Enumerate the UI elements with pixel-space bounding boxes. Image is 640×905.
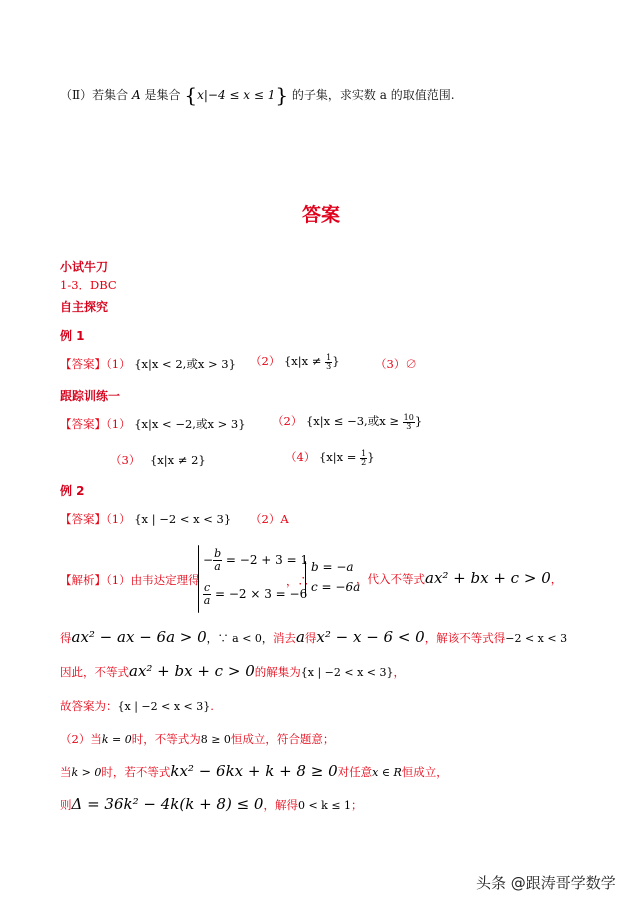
case-kpos-inequality: kx² − 6kx + k + 8 ≥ 0 xyxy=(170,762,338,780)
brace-open: { xyxy=(184,83,198,107)
training-1-answer-3: {x|x ≠ 2} xyxy=(149,453,206,467)
system-brace-2 xyxy=(305,561,306,597)
fraction-denominator: 3 xyxy=(406,421,412,431)
discriminant-inequality: Δ = 36k² − 4k(k + 8) ≤ 0 xyxy=(71,795,264,813)
fraction-b-over-a xyxy=(213,548,222,573)
case-k0-e: 恒成立，符合题意； xyxy=(230,732,335,746)
case-k0-c: 时，不等式为 xyxy=(131,732,201,746)
discriminant-post: ； xyxy=(351,798,363,812)
system-1-line-1 xyxy=(203,548,308,573)
inequality-2: ax² − ax − 6a > 0 xyxy=(71,628,207,646)
system-2-line-1: b = −a xyxy=(311,560,354,574)
solution-range: −2 < x < 3 xyxy=(505,632,568,645)
example-2-answer-1: {x | −2 < x < 3} xyxy=(134,512,232,526)
case-kpos-c: 时，若不等式 xyxy=(101,765,171,779)
answer-label: 【答案】 xyxy=(60,417,106,431)
fraction-numerator: 10 xyxy=(403,412,414,422)
get-text-2: 得 xyxy=(304,631,317,645)
final-answer-line xyxy=(60,698,214,714)
fraction-numerator: 1 xyxy=(326,352,332,362)
final-answer-set: {x | −2 < x < 3} xyxy=(117,700,211,713)
case-kpos-e: 对任意 xyxy=(337,765,373,779)
case-k0-b: k = 0 xyxy=(101,733,132,746)
discriminant-line xyxy=(60,795,363,813)
equation-2-rhs: = −2 × 3 = −6 xyxy=(211,587,308,601)
solve-text: ，解该不等式得 xyxy=(424,631,506,645)
section-title-explore: 自主探究 xyxy=(60,300,109,314)
conclusion-post: ， xyxy=(393,665,405,679)
fraction-c-over-a xyxy=(203,582,211,607)
fraction-denominator: 3 xyxy=(326,361,332,371)
get-text: 得 xyxy=(60,631,72,645)
part-3-label: （3） xyxy=(110,453,141,467)
comma: ， xyxy=(550,572,563,586)
example-1-answer-3: （3）∅ xyxy=(375,357,417,371)
eliminate-text: 消去 xyxy=(272,631,296,645)
part-2-label: （2） xyxy=(250,354,281,368)
analysis-intro-text: （1）由韦达定理得 xyxy=(106,573,200,587)
numerator: c xyxy=(204,581,211,594)
variable-a: a xyxy=(295,628,305,646)
tracking-training-1-title: 跟踪训练一 xyxy=(60,389,121,403)
discriminant-mid: ，解得 xyxy=(263,798,298,812)
answer-title: 答案 xyxy=(302,204,341,226)
derivation-line xyxy=(60,628,567,646)
solution-set: {x | −2 < x < 3} xyxy=(300,666,394,679)
discriminant-solution: 0 < k ≤ 1 xyxy=(297,799,352,812)
example-2-title: 例 2 xyxy=(60,484,85,498)
case-kpos-b: k > 0 xyxy=(71,766,102,779)
set-expression: x|−4 ≤ x ≤ 1 xyxy=(197,88,276,102)
example-1-answer-2-pre: {x|x ≠ xyxy=(283,354,326,368)
conclusion-line xyxy=(60,662,405,680)
example-2-answer-2: （2）A xyxy=(250,512,289,526)
warmup-answer: 1-3．DBC xyxy=(60,278,117,292)
question-suffix: 的子集，求实数 a 的取值范围. xyxy=(291,88,455,102)
inequality-3: x² − x − 6 < 0 xyxy=(316,628,425,646)
fraction-ten-thirds xyxy=(403,414,415,431)
because-text: ，∵ a < 0， xyxy=(206,632,273,645)
watermark: 头条 @跟涛哥学数学 xyxy=(476,874,616,892)
part-4-label: （4） xyxy=(285,450,316,464)
question-prefix: （Ⅱ）若集合 xyxy=(60,88,129,102)
final-answer-pre: 故答案为： xyxy=(60,699,118,713)
training-1-answer-line xyxy=(60,416,246,432)
training-1-answer-1: {x|x < −2,或x > 3} xyxy=(134,417,246,431)
conclusion-mid: 的解集为 xyxy=(254,665,301,679)
training-1-answer-4-post: } xyxy=(367,450,375,464)
answer-label: 【答案】 xyxy=(60,512,106,526)
part-2-case-k0 xyxy=(60,731,334,747)
denominator: a xyxy=(214,560,221,573)
training-1-answer-3-line xyxy=(110,452,206,468)
part-2-label: （2） xyxy=(272,414,303,428)
case-k0-a: （2）当 xyxy=(60,732,102,746)
minus-sign: − xyxy=(203,553,214,567)
conclusion-pre: 因此，不等式 xyxy=(60,665,129,679)
brace-close: } xyxy=(275,83,289,107)
answer-label: 【答案】 xyxy=(60,357,106,371)
case-kpos-a: 当 xyxy=(60,765,72,779)
fraction-numerator: 1 xyxy=(361,448,367,458)
example-1-answer-2-line xyxy=(250,353,340,371)
part-2-case-kpos xyxy=(60,762,448,780)
training-1-answer-4-pre: {x|x = xyxy=(318,450,361,464)
part-1-label: （1） xyxy=(106,417,131,431)
example-2-answer-line xyxy=(60,511,231,527)
example-1-answer-line xyxy=(60,356,236,372)
training-1-answer-2-line xyxy=(272,413,422,431)
therefore-text: ，∴ xyxy=(286,574,309,588)
final-answer-post: . xyxy=(210,699,214,713)
training-1-answer-4-line xyxy=(285,449,375,467)
analysis-label: 【解析】 xyxy=(60,573,106,587)
training-1-answer-2-post: } xyxy=(414,414,423,428)
section-title-warmup: 小试牛刀 xyxy=(60,260,109,274)
case-kpos-g: 恒成立， xyxy=(401,765,448,779)
case-kpos-f: x ∈ R xyxy=(372,766,402,779)
substitute-line xyxy=(356,569,562,587)
inequality-4: ax² + bx + c > 0 xyxy=(129,662,255,680)
substitute-text: ，代入不等式 xyxy=(356,572,425,586)
system-2-line-2: c = −6a xyxy=(311,580,361,594)
set-a-symbol: A xyxy=(132,88,141,102)
denominator: a xyxy=(203,594,211,607)
equation-1-rhs: = −2 + 3 = 1 xyxy=(222,553,309,567)
part-1-label: （1） xyxy=(106,512,131,526)
fraction-denominator: 2 xyxy=(361,457,367,467)
question-line xyxy=(60,83,455,107)
discriminant-pre: 则 xyxy=(60,798,72,812)
part-1-label: （1） xyxy=(106,357,131,371)
example-1-answer-1: {x|x < 2,或x > 3} xyxy=(134,357,236,371)
case-k0-d: 8 ≥ 0 xyxy=(200,733,231,746)
system-brace-1 xyxy=(198,545,199,613)
question-mid: 是集合 xyxy=(144,88,181,102)
numerator: b xyxy=(214,547,222,560)
inequality-1: ax² + bx + c > 0 xyxy=(425,569,551,587)
analysis-intro xyxy=(60,572,200,588)
example-1-title: 例 1 xyxy=(60,329,85,343)
training-1-answer-2-pre: {x|x ≤ −3,或x ≥ xyxy=(305,414,403,428)
example-1-answer-2-post: } xyxy=(332,354,340,368)
